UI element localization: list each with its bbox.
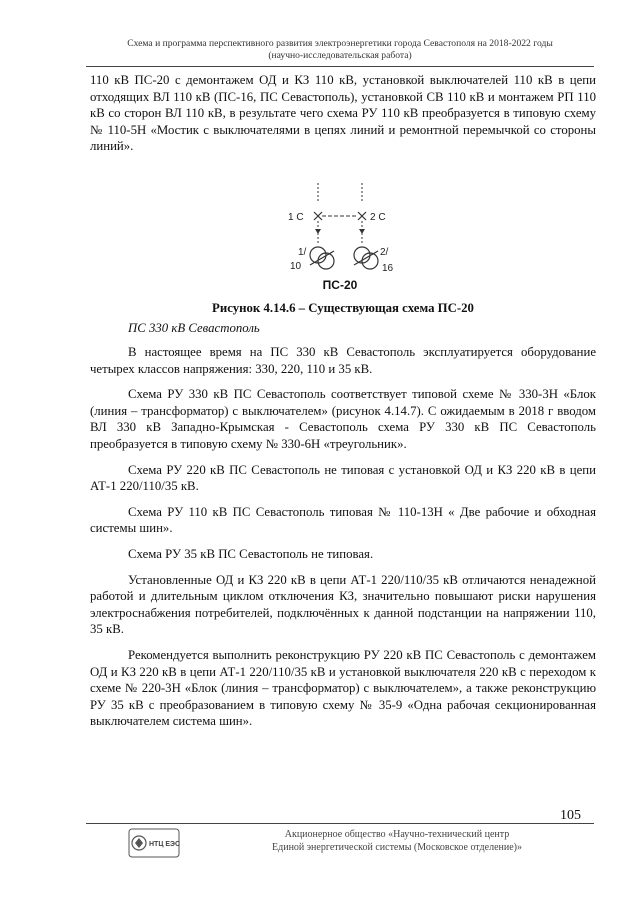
header-subtitle: (научно-исследовательская работа) — [268, 50, 412, 61]
paragraph: В настоящее время на ПС 330 кВ Севастополь эксплуатируется оборудование четырех классов напряжения: 330, 220, 110 и 35 кВ. — [90, 345, 596, 376]
paragraph: Установленные ОД и КЗ 220 кВ в цепи АТ-1 220/110/35 кВ отличаются ненадежной работой и длительным циклом отключения КЗ, значительно повышают риски нарушения электроснабжения потребителей, подключённых к данной подстанции на напряжении 110, 35 кВ. — [90, 572, 596, 637]
page-number: 105 — [560, 808, 581, 823]
main-text — [90, 344, 596, 730]
switch-right-icon — [358, 212, 366, 220]
svg-text:2/: 2/ — [380, 247, 389, 258]
paragraph: Схема РУ 35 кВ ПС Севастополь не типовая. — [128, 546, 374, 561]
paragraph: Схема РУ 220 кВ ПС Севастополь не типовая с установкой ОД и КЗ 220 кВ в цепи АТ-1 220/110/35 кВ. — [90, 462, 596, 494]
label-2c: 2 С — [370, 212, 386, 223]
svg-text:1/: 1/ — [298, 247, 307, 258]
intro-paragraph: 110 кВ ПС-20 с демонтажем ОД и КЗ 110 кВ, установкой выключателей 110 кВ в цепи отходящих ВЛ 110 кВ (ПС-16, ПС Севастополь), установкой СВ 110 кВ и монтажем РП 110 кВ со сторон ВЛ 110 кВ, в результате чего схема РУ 110 кВ преобразуется в типовую схему № 110-5Н «Мостик с выключателями в цепях линий и ремонтной перемычкой со стороны линий». — [90, 73, 596, 154]
paragraph: Рекомендуется выполнить реконструкцию РУ 220 кВ ПС Севастополь с демонтажем ОД и КЗ 220 кВ в цепи АТ-1 220/110/35 кВ и установкой выключателя 220 кВ с переходом к схеме № 220-3Н «Блок (линия – трансформатор) с выключателем», а также реконструкцию РУ 35 кВ с преобразованием в типовую схему № 35-9 «Одна рабочая секционированная выключателем система шин». — [90, 647, 596, 729]
transformer-right-icon — [354, 247, 378, 269]
label-1c: 1 С — [288, 212, 304, 223]
footer-divider — [86, 823, 594, 824]
company-logo-icon — [128, 828, 180, 858]
intro-block — [90, 72, 596, 155]
figure-title: ПС-20 — [322, 278, 358, 292]
header-divider — [86, 66, 594, 67]
page-footer — [200, 828, 594, 854]
figure-caption: Рисунок 4.14.6 – Существующая схема ПС-20 — [212, 301, 474, 315]
paragraph: Схема РУ 110 кВ ПС Севастополь типовая № 110-13Н « Две рабочие и обходная системы шин». — [90, 504, 596, 536]
svg-text:10: 10 — [290, 261, 302, 272]
svg-text:НТЦ ЕЭС: НТЦ ЕЭС — [149, 841, 180, 848]
switch-left-icon — [314, 212, 322, 220]
paragraph: Схема РУ 330 кВ ПС Севастополь соответствует типовой схеме № 330-3Н «Блок (линия – трансформатор) с выключателем» (рисунок 4.14.7). С ожидаемым в 2018 г вводом ВЛ 330 кВ Западно-Крымская - Севастополь схема РУ 330 кВ ПС Севастополь преобразуется в типовую схему № 330-6Н «треугольник». — [90, 387, 596, 451]
substation-diagram — [260, 183, 420, 293]
section-heading: ПС 330 кВ Севастополь — [128, 321, 260, 335]
transformer-left-icon — [310, 247, 334, 269]
header-title: Схема и программа перспективного развития электроэнергетики города Севастополя на 2018-2022 годы — [127, 38, 553, 49]
page-header — [86, 38, 594, 62]
svg-text:16: 16 — [382, 263, 394, 274]
footer-line1: Акционерное общество «Научно-технический центр — [284, 829, 510, 840]
footer-line2: Единой энергетической системы (Московское отделение)» — [272, 842, 522, 853]
